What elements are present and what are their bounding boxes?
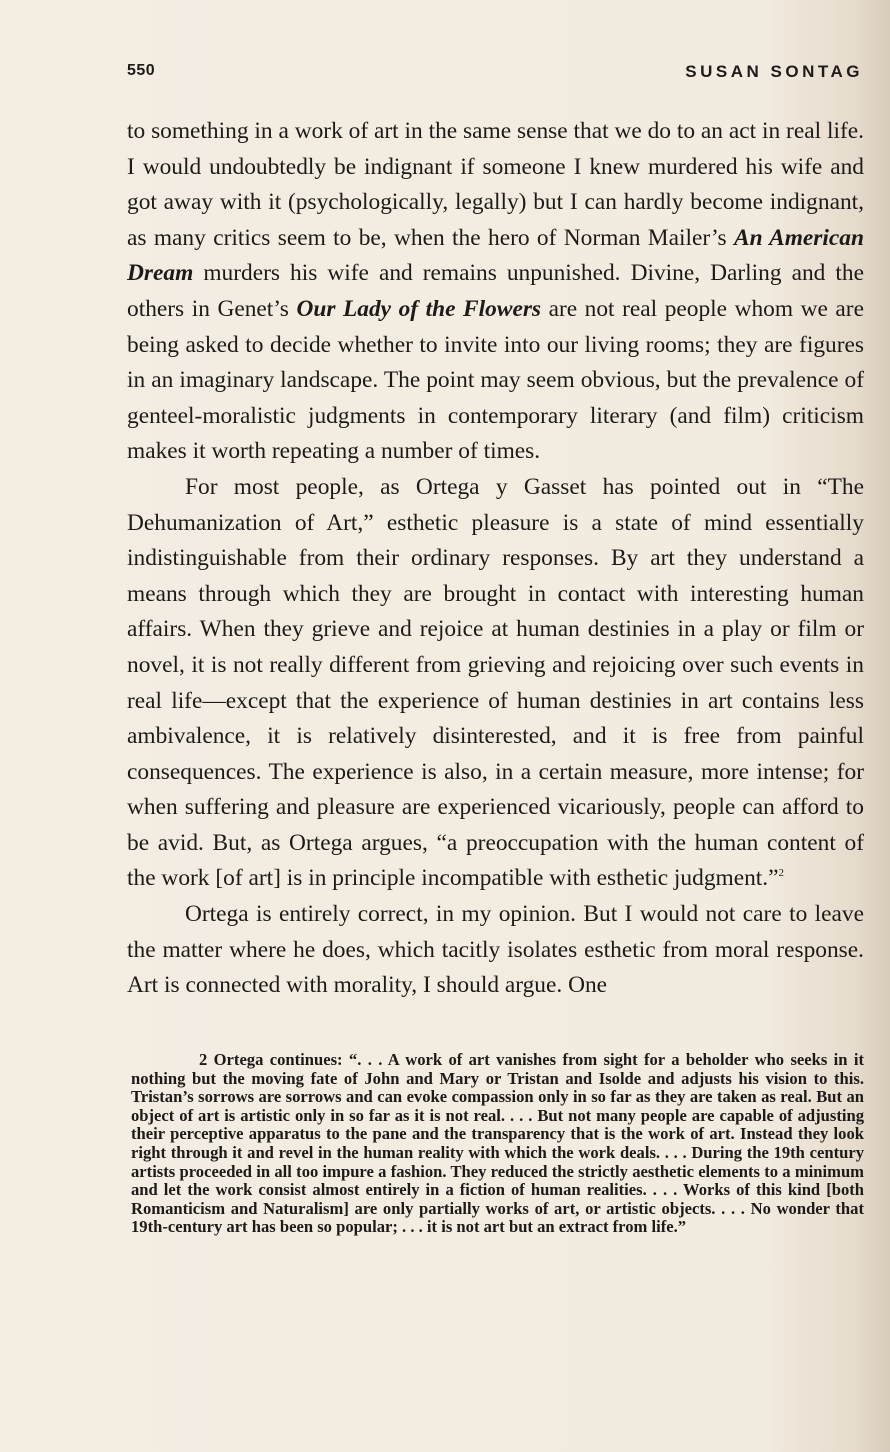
- paragraph-3: [127, 897, 864, 1004]
- page-header: [127, 62, 863, 92]
- running-head: SUSAN SONTAG: [685, 62, 863, 81]
- page-number: 550: [127, 62, 156, 79]
- paragraph-3-text: Ortega is entirely correct, in my opinion. But I would not care to leave the matter where he does, which tacitly isolates esthetic from moral response. Art is connected with morality, I should argue. One: [127, 901, 864, 999]
- paragraph-1-text-b: murders his wife and remains unpunished. Divine, Darling and the others in Genet’s: [127, 260, 864, 322]
- title-our-lady-of-the-flowers: Our Lady of the Flowers: [296, 295, 542, 322]
- footnote: [131, 1051, 864, 1237]
- title-an-american-dream: An American Dream: [127, 224, 864, 287]
- paragraph-1: [127, 114, 864, 470]
- footnote-text: 2 Ortega continues: “. . . A work of art vanishes from sight for a beholder who seeks in it nothing but the moving fate of John and Mary or Tristan and Isolde and adjusts his vision to this. Tristan’s sorrows are sorrows and can evoke compassion only in so far as they are taken as real. But an object of art is artistic only in so far as it is not real. . . . But not many people are capable of adjusting their perceptive apparatus to the pane and the transparency that is the work of art. Instead they look right through it and revel in the human reality with which the work deals. . . . During the 19th century artists proceeded in all too impure a fashion. They reduced the strictly aesthetic elements to a minimum and let the work consist almost entirely in a fiction of human realities. . . . Works of this kind [both Romanticism and Naturalism] are only partially works of art, or artistic objects. . . . No wonder that 19th-century art has been so popular; . . . it is not art but an extract from life.”: [131, 1050, 864, 1237]
- paragraph-2: [127, 470, 864, 897]
- footnote-reference: 2: [778, 867, 785, 880]
- paragraph-2-text: For most people, as Ortega y Gasset has pointed out in “The Dehumanization of Art,” esthetic pleasure is a state of mind essentially indistinguishable from their ordinary responses. By art they understand a means through which they are brought in contact with interesting human affairs. When they grieve and rejoice at human destinies in a play or film or novel, it is not really different from grieving and rejoicing over such events in real life—except that the experience of human destinies in art contains less ambivalence, it is relatively disinterested, and it is free from painful consequences. The experience is also, in a certain measure, more intense; for when suffering and pleasure are experienced vicariously, people can afford to be avid. But, as Ortega argues, “a preoccupation with the human content of the work [of art] is in principle incompatible with esthetic judgment.”: [127, 473, 864, 892]
- body-text: [127, 114, 864, 1004]
- paragraph-1-text-a: to something in a work of art in the same sense that we do to an act in real life. I would undoubtedly be indignant if someone I knew murdered his wife and got away with it (psychologically, legally) but I can hardly become indignant, as many critics seem to be, when the hero of Norman Mailer’s: [127, 118, 864, 251]
- paragraph-1-text-c: are not real people whom we are being asked to decide whether to invite into our living rooms; they are figures in an imaginary landscape. The point may seem obvious, but the prevalence of genteel-moralistic judgments in contemporary literary (and film) criticism makes it worth repeating a number of times.: [127, 295, 864, 465]
